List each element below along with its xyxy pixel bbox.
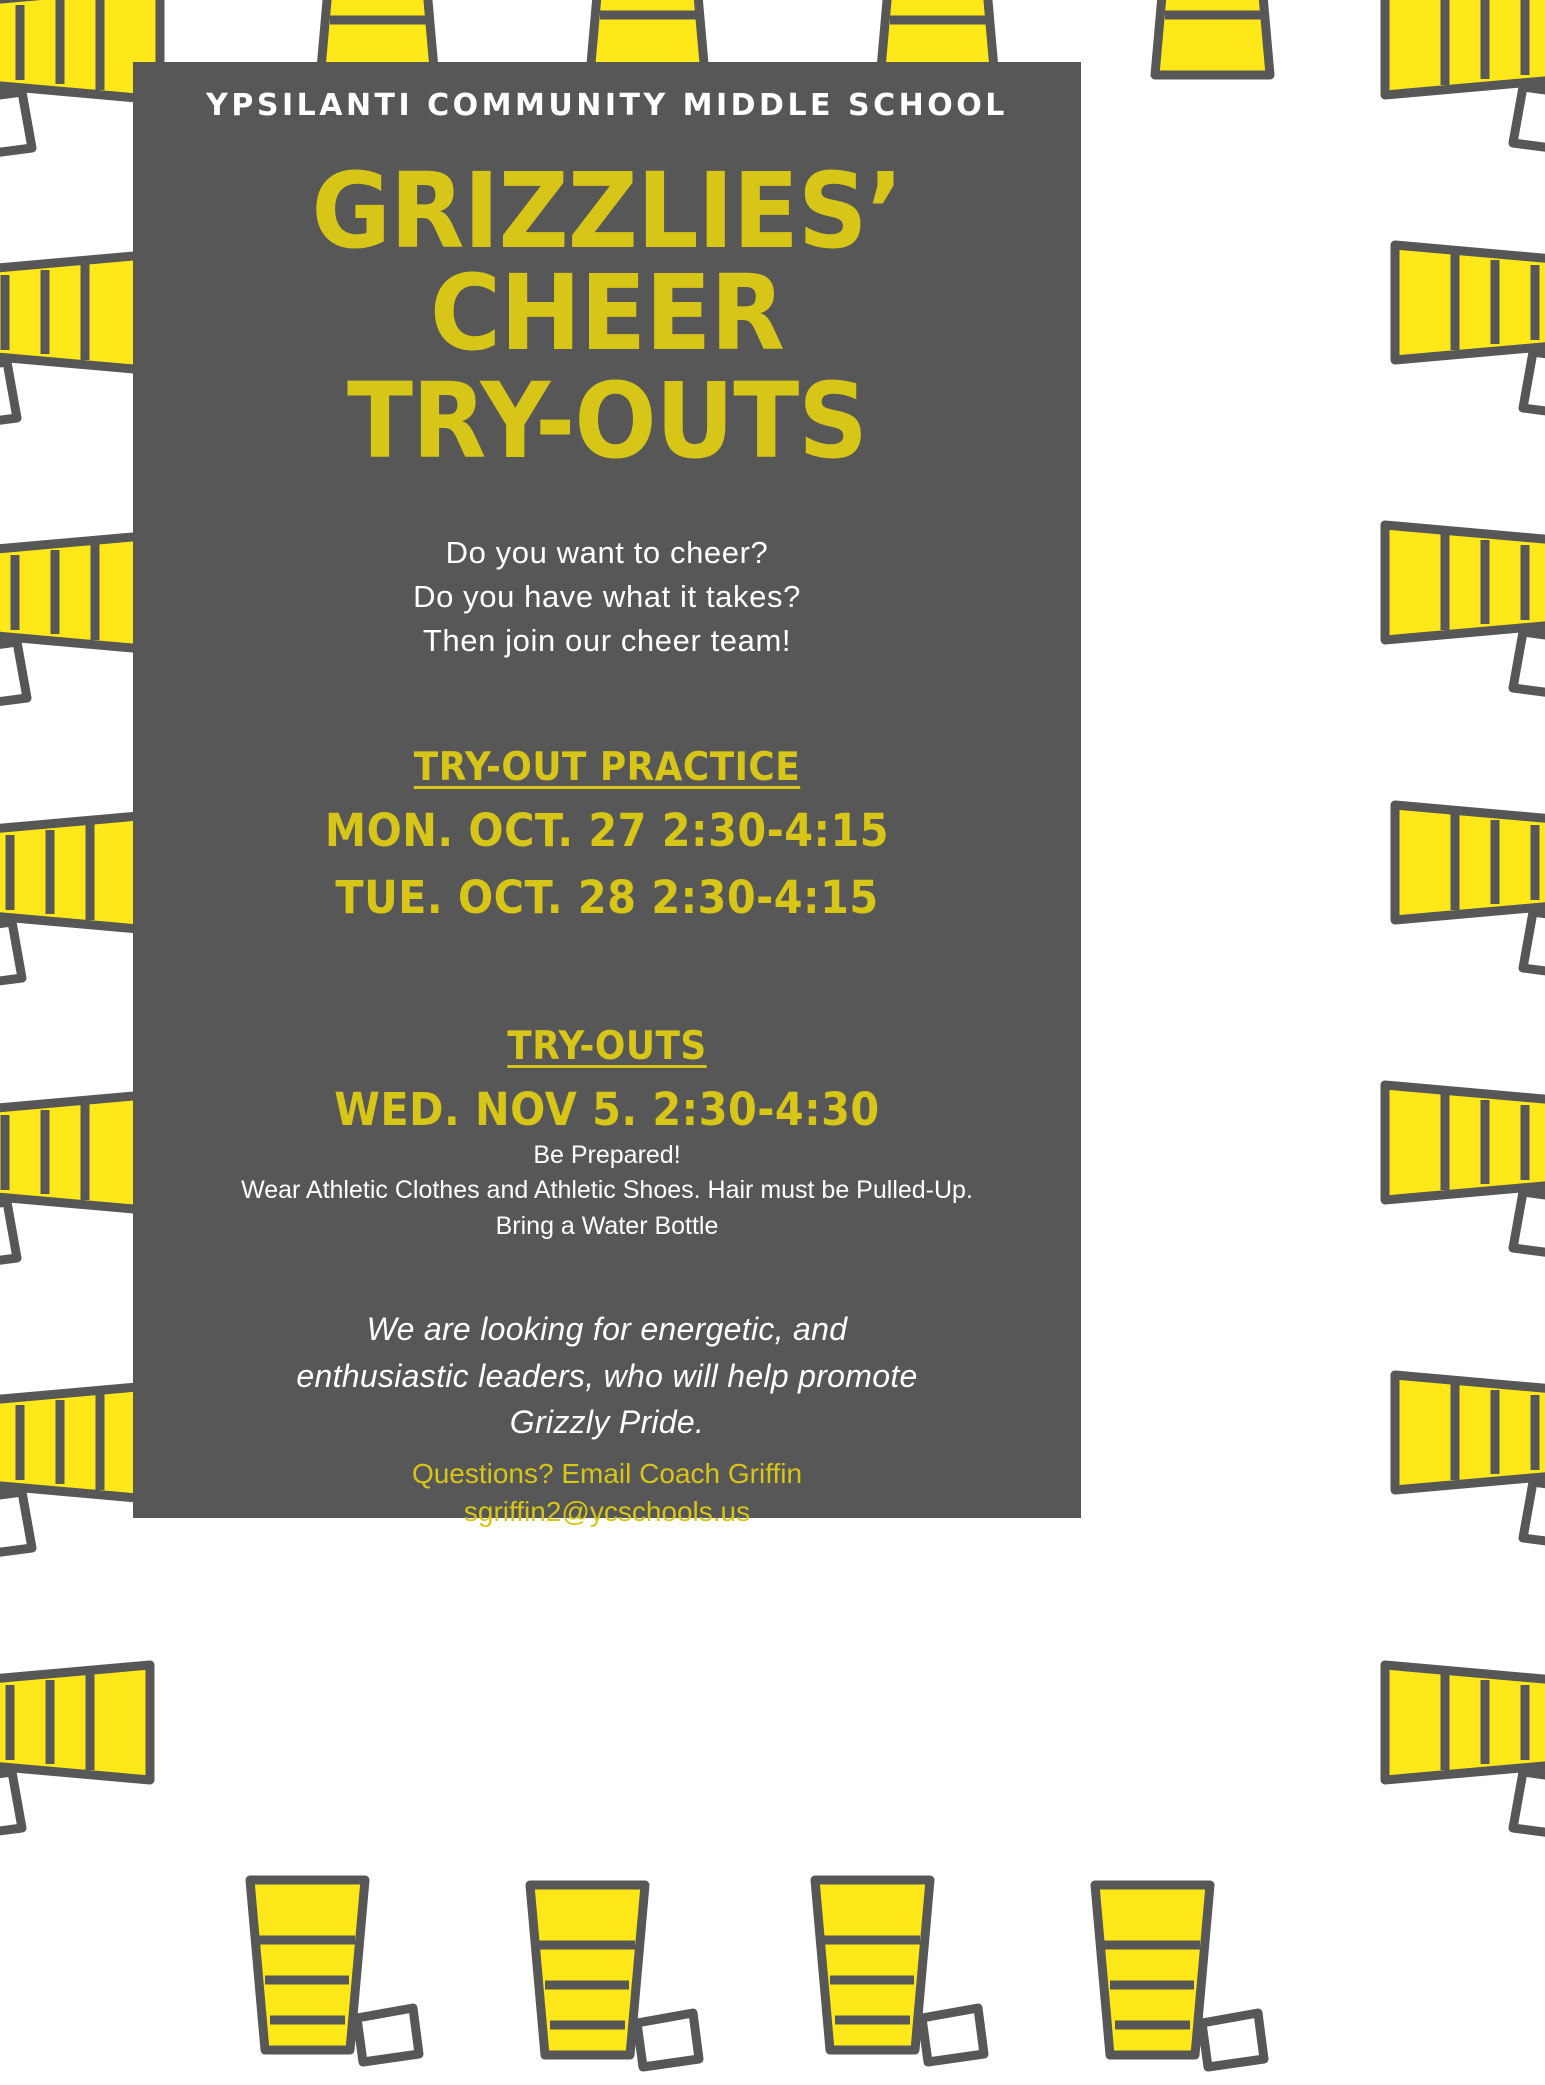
practice-section-title: TRY-OUT PRACTICE — [413, 744, 801, 790]
closing-message — [173, 1306, 1041, 1445]
prepared-line-1: Be Prepared! — [533, 1140, 681, 1169]
megaphone-icon — [1355, 0, 1545, 165]
megaphone-icon — [1365, 240, 1545, 430]
intro-line-3: Then join our cheer team! — [422, 622, 792, 658]
practice-section — [173, 745, 1041, 924]
tryouts-section-title: TRY-OUTS — [507, 1023, 707, 1069]
practice-session-1: MON. OCT. 27 2:30-4:15 — [324, 803, 890, 857]
contact-email[interactable]: sgriffin2@ycschools.us — [463, 1496, 751, 1528]
practice-session-2: TUE. OCT. 28 2:30-4:15 — [335, 870, 879, 924]
content-panel — [133, 62, 1081, 1528]
megaphone-icon — [0, 1660, 180, 1850]
school-name: YPSILANTI COMMUNITY MIDDLE SCHOOL — [206, 88, 1008, 123]
prepared-line-2: Wear Athletic Clothes and Athletic Shoes. Hair must be Pulled-Up. — [241, 1176, 973, 1205]
contact-prompt: Questions? Email Coach Griffin — [411, 1458, 803, 1490]
page-title — [203, 150, 1010, 482]
headline-line-1: GRIZZLIES’ CHEER — [311, 150, 903, 374]
megaphone-icon — [1355, 520, 1545, 710]
prepared-line-3: Bring a Water Bottle — [495, 1211, 719, 1240]
megaphone-icon — [1365, 800, 1545, 990]
be-prepared-notes — [173, 1138, 1041, 1245]
megaphone-icon — [525, 1855, 715, 2085]
megaphone-icon — [1085, 0, 1275, 105]
tryouts-session-1: WED. NOV 5. 2:30-4:30 — [334, 1082, 880, 1136]
intro-line-1: Do you want to cheer? — [445, 534, 769, 570]
megaphone-icon — [810, 1850, 1000, 2080]
megaphone-icon — [1090, 1855, 1280, 2085]
closing-line-1: We are looking for energetic, and — [366, 1311, 848, 1348]
tryouts-section — [173, 1024, 1041, 1136]
contact-info — [173, 1455, 1041, 1531]
closing-line-2: enthusiastic leaders, who will help promote — [296, 1357, 918, 1394]
megaphone-icon — [1355, 1660, 1545, 1850]
closing-line-3: Grizzly Pride. — [509, 1404, 705, 1441]
megaphone-icon — [245, 1850, 435, 2080]
megaphone-icon — [1365, 1370, 1545, 1560]
megaphone-icon — [1355, 1080, 1545, 1270]
headline-line-2: TRY-OUTS — [346, 359, 868, 482]
intro-line-2: Do you have what it takes? — [413, 578, 801, 614]
intro-text — [173, 531, 1041, 663]
